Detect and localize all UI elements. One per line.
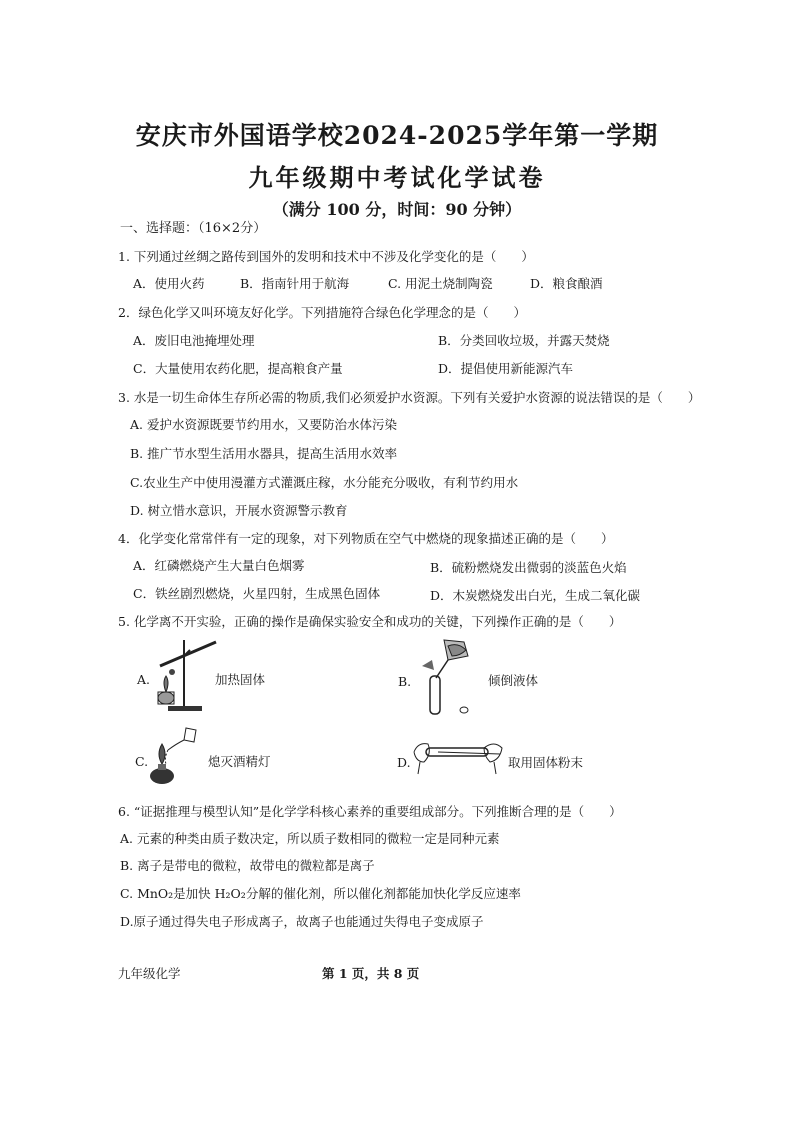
question-2-option-d: D．提倡使用新能源汽车: [438, 361, 574, 376]
question-5-option-a-letter: A.: [137, 672, 151, 687]
question-6-option-b: B. 离子是带电的微粒，故带电的微粒都是离子: [120, 858, 375, 873]
question-5-option-b-letter: B.: [398, 674, 412, 689]
footer-subject: 九年级化学: [118, 966, 181, 981]
question-3-option-a: A. 爱护水资源既要节约用水，又要防治水体污染: [130, 417, 397, 432]
heating-solid-apparatus-icon: [150, 632, 220, 716]
question-3-option-c: C.农业生产中使用漫灌方式灌溉庄稼，水分能充分吸收，有利节约用水: [130, 475, 519, 490]
question-5-option-a-label: 加热固体: [215, 672, 266, 687]
question-1-option-d: D．粮食酿酒: [530, 276, 603, 291]
question-5-option-c-label: 熄灭酒精灯: [208, 754, 271, 769]
question-4-option-a: A．红磷燃烧产生大量白色烟雾: [133, 558, 305, 573]
question-1-option-a: A．使用火药: [133, 276, 205, 291]
question-6-option-a: A. 元素的种类由质子数决定，所以质子数相同的微粒一定是同种元素: [120, 831, 500, 846]
taking-solid-powder-icon: [410, 732, 504, 778]
question-1-option-c: C. 用泥土烧制陶瓷: [388, 276, 493, 291]
question-5-stem: 5. 化学离不开实验，正确的操作是确保实验安全和成功的关键，下列操作正确的是（ ）: [118, 614, 622, 629]
question-5-option-d-letter: D.: [397, 755, 411, 770]
question-5-option-b-label: 倾倒液体: [488, 673, 539, 688]
exam-subtitle: 九年级期中考试化学试卷: [248, 163, 546, 192]
exam-info: （满分 100 分，时间：90 分钟）: [272, 200, 522, 219]
question-2-option-c: C．大量使用农药化肥，提高粮食产量: [133, 361, 343, 376]
question-6-option-c: C. MnO₂是加快 H₂O₂分解的催化剂，所以催化剂都能加快化学反应速率: [120, 886, 521, 901]
question-2-option-b: B．分类回收垃圾，并露天焚烧: [438, 333, 610, 348]
question-4-option-d: D．木炭燃烧发出白光，生成二氧化碳: [430, 588, 641, 603]
exam-title: 安庆市外国语学校2024-2025学年第一学期: [135, 121, 659, 150]
question-2-option-a: A．废旧电池掩埋处理: [133, 333, 255, 348]
pouring-liquid-apparatus-icon: [412, 636, 478, 720]
question-1-stem: 1. 下列通过丝绸之路传到国外的发明和技术中不涉及化学变化的是（ ）: [118, 249, 534, 264]
question-3-option-d: D. 树立惜水意识，开展水资源警示教育: [130, 503, 348, 518]
question-6-stem: 6. “证据推理与模型认知”是化学学科核心素养的重要组成部分。下列推断合理的是（ ）: [118, 804, 622, 819]
question-1-option-b: B．指南针用于航海: [240, 276, 350, 291]
alcohol-lamp-extinguish-icon: [146, 720, 212, 788]
section-heading: 一、选择题：（16×2分）: [120, 221, 267, 236]
question-6-option-d: D.原子通过得失电子形成离子，故离子也能通过失得电子变成原子: [120, 914, 484, 929]
question-5-option-d-label: 取用固体粉末: [508, 755, 584, 770]
question-4-option-b: B．硫粉燃烧发出微弱的淡蓝色火焰: [430, 560, 627, 575]
question-2-stem: 2．绿色化学又叫环境友好化学。下列措施符合绿色化学理念的是（ ）: [118, 305, 526, 320]
question-3-stem: 3. 水是一切生命体生存所必需的物质,我们必须爱护水资源。下列有关爱护水资源的说法错误的是（ ）: [118, 390, 701, 405]
footer-page-number: 第 1 页，共 8 页: [322, 966, 420, 981]
question-3-option-b: B. 推广节水型生活用水器具，提高生活用水效率: [130, 446, 398, 461]
question-4-option-c: C．铁丝剧烈燃烧，火星四射，生成黑色固体: [133, 586, 381, 601]
question-4-stem: 4．化学变化常常伴有一定的现象，对下列物质在空气中燃烧的现象描述正确的是（ ）: [118, 531, 614, 546]
question-5-option-c-letter: C.: [135, 754, 149, 769]
